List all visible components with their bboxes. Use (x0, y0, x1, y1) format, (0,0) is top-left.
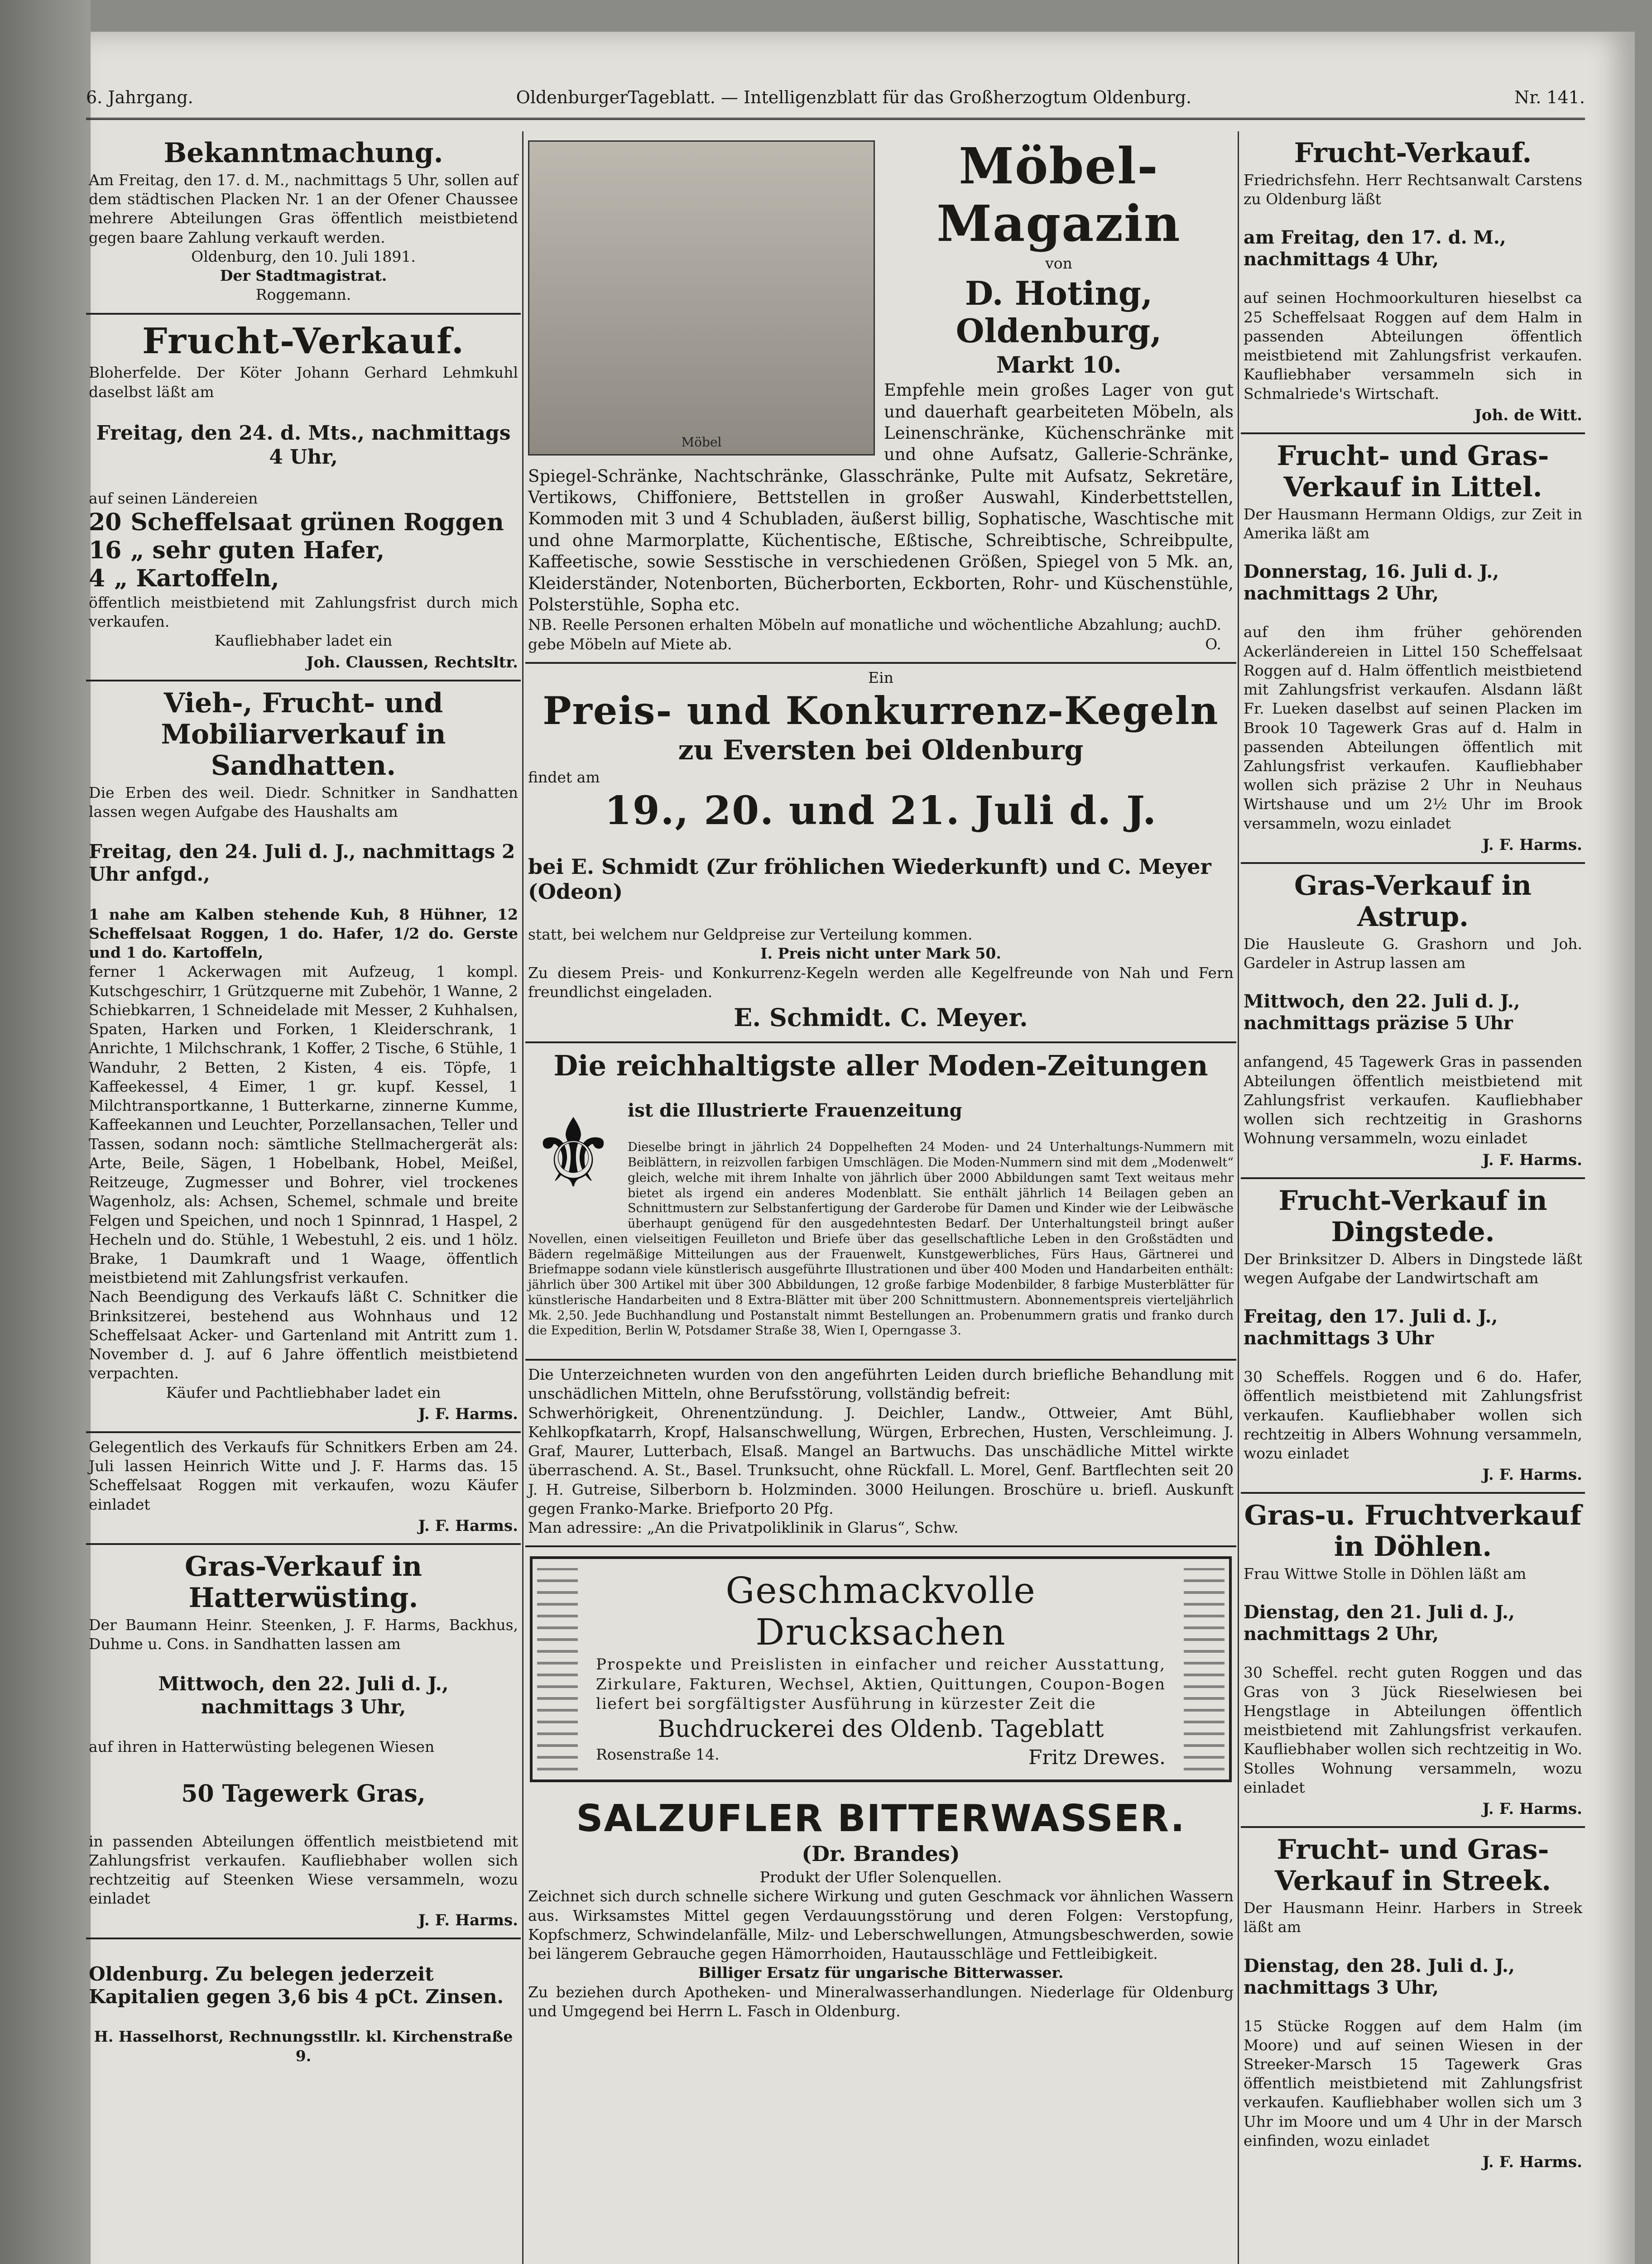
ad-bekanntmachung (86, 131, 521, 315)
ad-body: Oldenburg. Zu belegen jederzeit Kapitalien gegen 3,6 bis 4 pCt. Zinsen. (89, 1962, 504, 2008)
ad-title: Gras-Verkauf in Astrup. (1294, 869, 1532, 933)
ad-address: Man adressire: „An die Privatpoliklinik in Glarus“, Schw. (528, 1519, 959, 1537)
ad-signature: J. F. Harms. (1482, 1800, 1582, 1818)
ad-body: Der Hausmann Heinr. Harbers in Streek läßt am (1244, 1899, 1582, 1936)
ad-initials: D. O. (1205, 616, 1221, 653)
ad-signature: J. F. Harms. (418, 1911, 518, 1929)
ad-signature: Joh. de Witt. (1474, 406, 1582, 424)
ad-place-date: Oldenburg, den 10. Juli 1891. (191, 247, 416, 265)
ad-signature: E. Schmidt. C. Meyer. (734, 1003, 1028, 1032)
ad-body: Zeichnet sich durch schnelle sichere Wirkung und guten Geschmack vor ähnlichen Wassern aus. Wirksamstes Mittel gegen Verdauungsstörung und deren Folgen: Verstopfung, Kopfschmerz, Schwindelanfälle, Milz- und Leberschwellungen, Atmungsbeschwerden, sowie bei längerem Gebrauche gegen Hämorrhoiden, Hautausschläge und Fettleibigkeit. (528, 1887, 1234, 1963)
ad-item (89, 565, 518, 593)
ad-body: Friedrichsfehn. Herr Rechtsanwalt Carstens zu Oldenburg läßt (1244, 171, 1582, 208)
ad-item (89, 508, 518, 537)
ad-signature: J. F. Harms. (418, 1405, 518, 1423)
header-masthead: OldenburgerTageblatt. — Intelligenzblatt für das Großherzogtum Oldenburg. (516, 87, 1192, 107)
ad-date: Freitag, den 24. d. Mts., nachmittags 4 Uhr, (96, 421, 511, 469)
ad-doehlen (1241, 1494, 1585, 1828)
ad-mobiliarverkauf-sandhatten (86, 681, 521, 1433)
ad-body: statt, bei welchem nur Geldpreise zur Verteilung kommen. (528, 926, 973, 944)
ad-friedrichsfehn (1241, 131, 1585, 434)
ad-schnitker-erben (86, 1433, 521, 1545)
ad-item (89, 537, 518, 565)
column-middle (525, 131, 1236, 2029)
ad-signature: J. F. Harms. (418, 1516, 518, 1535)
ad-body: Gelegentlich des Verkaufs für Schnitkers Erben am 24. Juli lassen Heinrich Witte und J. F. Harms das. 15 Scheffelsaat Roggen mit verkaufen, wozu Käufer einladet (89, 1438, 518, 1513)
ad-body: in passenden Abteilungen öffentlich meistbietend mit Zahlungsfrist verkaufen. Kaufliebhaber wollen sich rechtzeitig auf Steenken Wiese versammeln, wozu einladet (89, 1832, 518, 1908)
ad-body: auf ihren in Hatterwüsting belegenen Wiesen (89, 1738, 435, 1756)
ad-grasverkauf-hatterwuesting (86, 1545, 521, 1939)
ad-kegeln (525, 664, 1236, 1043)
ad-lead: ist die Illustrierte Frauenzeitung (628, 1100, 962, 1122)
ad-prize: I. Preis nicht unter Mark 50. (760, 945, 1001, 963)
ad-body: 15 Stücke Roggen auf dem Halm (im Moore) und auf seinen Wiesen in der Streeker-Marsch 15 Tagewerk Gras öffentlich meistbietend mit Zahlungsfrist verkaufen. Kaufliebhaber wollen sich um 3 Uhr im Moore und um 4 Uhr in der Marsch einfinden, wozu einladet (1244, 2017, 1582, 2149)
ad-title: Frucht- und Gras-Verkauf in Littel. (1277, 440, 1549, 503)
ad-date: Mittwoch, den 22. Juli d. J., nachmittags präzise 5 Uhr (1244, 991, 1520, 1034)
ad-date: Dienstag, den 21. Juli d. J., nachmittags 2 Uhr, (1244, 1602, 1515, 1645)
ad-list: 1 nahe am Kalben stehende Kuh, 8 Hühner, 12 Scheffelsaat Roggen, 1 do. Hafer, 1/2 do. Gerste und 1 do. Kartoffeln, (89, 905, 518, 962)
ad-title: Frucht-Verkauf. (1294, 137, 1532, 169)
emblem-icon: ⚜ (530, 1098, 616, 1209)
ad-title: Geschmackvolle Drucksachen (725, 1569, 1036, 1654)
ad-firm: Buchdruckerei des Oldenb. Tageblatt (658, 1715, 1104, 1743)
ad-signature: H. Hasselhorst, Rechnungsstllr. kl. Kirchenstraße 9. (94, 2028, 513, 2065)
ad-title: Vieh-, Frucht- und Mobiliarverkauf in Sandhatten. (161, 687, 446, 782)
ad-signature: J. F. Harms. (1482, 1151, 1582, 1169)
item-text: „ sehr guten Hafer, (130, 537, 385, 565)
ad-dates: 19., 20. und 21. Juli d. J. (604, 787, 1157, 834)
ad-intro: Die Unterzeichneten wurden von den angeführten Leiden durch briefliche Behandlung mit unschädlichen Mitteln, ohne Berufsstörung, vollständig befreit: (528, 1366, 1234, 1403)
ad-date: Dienstag, den 28. Juli d. J., nachmittags 3 Uhr, (1244, 1955, 1515, 1998)
ad-body: auf seinen Hochmoorkulturen hieselbst ca 25 Scheffelsaat Roggen auf dem Halm in passenden Abteilungen öffentlich meistbietend mit Zahlungsfrist verkaufen. Kaufliebhaber versammeln sich in Schmalriede's Wirtschaft. (1244, 289, 1582, 403)
ad-signature: J. F. Harms. (1482, 2153, 1582, 2172)
ad-body: Dieselbe bringt in jährlich 24 Doppelheften 24 Moden- und 24 Unterhaltungs-Nummern mit Beiblättern, in reizvollen farbigen Umschlägen. Die Moden-Nummern sind mit dem „Modenwelt“ gleich, welche mit ihrem Inhalte von jährlich über 2000 Abbildungen samt Text weitaus mehr bietet als irgend ein anderes Modenblatt. Sie enthält jährlich 14 Beilagen geben an Schnittmustern zur Selbstanfertigung der Garderobe für Damen und Kinder wie der Leibwäsche überhaupt genügend für den ausgedehntesten Bedarf. Der Unterhaltungsteil bringt außer Novellen, einen vielseitigen Feuilleton und Briefe über das gesellschaftliche Leben in den Großstädten und Bädern regelmäßige Mitteilungen aus der Frauenwelt, Kunstgewerbliches, Fürs Haus, Gärtnerei und Briefmappe sodann viele künstlerisch ausgeführte Illustrationen und über 400 Moden und Handarbeiten enthält: jährlich über 300 Artikel mit über 300 Abbildungen, 12 große farbige Modenbilder, 8 farbige Musterblätter für künstlerische Handarbeiten und 8 Extra-Blätter mit über 200 Schnittmustern. Abonnementspreis vierteljährlich Mk. 2,50. Jede Buchhandlung und Postanstalt nimmt Bestellungen an. Probenummern gratis und franko durch die Expedition, Berlin W, Potsdamer Straße 38, Wien I, Operngasse 3. (528, 1140, 1234, 1338)
ad-date: Donnerstag, 16. Juli d. J., nachmittags 2 Uhr, (1244, 561, 1499, 604)
ad-privatpoliklinik (525, 1361, 1236, 1547)
ad-body: Frau Wittwe Stolle in Döhlen läßt am (1244, 1565, 1527, 1583)
ad-streek (1241, 1828, 1585, 2179)
ad-title: Preis- und Konkurrenz-Kegeln (543, 688, 1219, 733)
ad-ein: Ein (868, 668, 893, 686)
furniture-illustration: Möbel (528, 140, 875, 456)
ad-body: 30 Scheffels. Roggen und 6 do. Hafer, öffentlich meistbietend mit Zahlungsfrist verkaufen. Kaufliebhaber wollen sich rechtzeitig in Albers Wohnung versammeln, wozu einladet (1244, 1368, 1582, 1462)
ad-von: von (1045, 254, 1072, 272)
ad-body: Der Hausmann Hermann Oldigs, zur Zeit in Amerika läßt am (1244, 505, 1582, 542)
ad-body: ferner 1 Ackerwagen mit Aufzeug, 1 kompl. Kutschgeschirr, 1 Grützquerne mit Zubehör, 1 Wanne, 2 Schiebkarren, 1 Schneidelade mit Messer, 2 Kuhhalsen, Spaten, Harken und Forken, 1 Kleiderschrank, 1 Anrichte, 1 Milchschrank, 1 Koffer, 2 Tische, 6 Stühle, 1 Wanduhr, 2 Betten, 2 Kisten, 4 eis. Töpfe, 1 Kaffeekessel, 4 Eimer, 1 gr. kupf. Kessel, 1 Milchtransportkanne, 1 Butterkarne, zinnerne Kumme, Kaffeekannen und Leuchter, Porzellansachen, Teller und Tassen, sodann noch: sämtliche Stellmachergerät als: Arte, Beile, Sägen, 1 Hobelbank, Hobel, Meißel, Reitzeuge, Zugmesser und Bohrer, viel trockenes Wagenholz, als: Achsen, Schemel, schmale und breite Felgen und Speichen, und noch 1 Spinnrad, 1 Haspel, 2 Hecheln und do. Stühle, 1 Webestuhl, 2 eis. und 1 hölz. Brake, 1 Daumkraft und 1 Waage, öffentlich meistbietend mit Zahlungsfrist verkaufen. (89, 963, 518, 1287)
ad-body: Nach Beendigung des Verkaufs läßt C. Schnitker die Brinksitzerei, bestehend aus Wohnhaus und 12 Scheffelsaat Acker- und Gartenland mit Antritt zum 1. November d. J. auf 6 Jahre öffentlich meistbietend verpachten. (89, 1288, 518, 1382)
ad-littel (1241, 434, 1585, 864)
ad-body: auf seinen Ländereien (89, 489, 258, 508)
ad-body: öffentlich meistbietend mit Zahlungsfrist durch mich verkaufen. (89, 593, 518, 631)
ad-title: Frucht- und Gras-Verkauf in Streek. (1274, 1834, 1551, 1897)
ad-date: Freitag, den 24. Juli d. J., nachmittags 2 Uhr anfgd., (89, 840, 515, 886)
ad-title: Frucht-Verkauf in Dingstede. (1278, 1185, 1547, 1248)
ad-drucksachen (530, 1556, 1232, 1782)
ad-body: Zu diesem Preis- und Konkurrenz-Kegeln werden alle Kegelfreunde von Nah und Fern freundlichst eingeladen. (528, 964, 1234, 1001)
ad-highlight: 50 Tagewerk Gras, (181, 1780, 426, 1808)
ad-venues: bei E. Schmidt (Zur fröhlichen Wiederkunft) und C. Meyer (Odeon) (528, 854, 1211, 904)
item-text: „ Kartoffeln, (114, 565, 279, 593)
ad-astrup (1241, 864, 1585, 1179)
column-rule (1238, 131, 1239, 2264)
ornament-border (537, 1568, 578, 1770)
ad-street: Rosenstraße 14. (596, 1745, 720, 1763)
ad-signature: J. F. Harms. (1482, 1466, 1582, 1484)
ad-body: Käufer und Pachtliebhaber ladet ein (166, 1383, 441, 1401)
ad-date: am Freitag, den 17. d. M., nachmittags 4 Uhr, (1244, 227, 1506, 270)
ad-body: anfangend, 45 Tagewerk Gras in passenden Abteilungen öffentlich meistbietend mit Zahlungsfrist verkaufen. Kaufliebhaber wollen sich rechtzeitig in Grashorns Wohnung versammeln, wozu einladet (1244, 1053, 1582, 1147)
ad-dingstede (1241, 1179, 1585, 1494)
header-volume: 6. Jahrgang. (86, 87, 193, 107)
ad-body: auf den ihm früher gehörenden Ackerländereien in Littel 150 Scheffelsaat Roggen auf d. Halm öffentlich meistbietend mit Zahlungsfrist verkaufen. Alsdann läßt Fr. Lueken daselbst auf seinen Placken im Brook 10 Tagewerk Gras auf d. Halm in passenden Abteilungen öffentlich mit Zahlungsfrist verkaufen. Kaufliebhaber wollen sich präzise 2 Uhr in Neuhaus Wirtshause und um 2½ Uhr im Brook versammeln, wozu einladet (1244, 623, 1582, 832)
header-number: Nr. 141. (1514, 87, 1585, 107)
ad-moebel-magazin (525, 131, 1236, 664)
ad-title: Frucht-Verkauf. (142, 320, 465, 362)
item-text: Scheffelsaat grünen Roggen (130, 508, 504, 536)
ad-title: Die reichhaltigste aller Moden-Zeitungen (553, 1049, 1208, 1083)
ad-date: Mittwoch, den 22. Juli d. J., nachmittags 3 Uhr, (158, 1673, 449, 1718)
ad-body: Der Brinksitzer D. Albers in Dingstede läßt wegen Aufgabe der Landwirtschaft am (1244, 1250, 1582, 1287)
ad-firm: D. Hoting, Oldenburg, (956, 274, 1162, 350)
column-right (1241, 131, 1585, 2179)
ad-moden-zeitung (525, 1043, 1236, 1361)
ad-body: Am Freitag, den 17. d. M., nachmittags 5 Uhr, sollen auf dem städtischen Placken Nr. 1 an der Ofener Chaussee mehrere Abteilungen Gras öffentlich meistbietend gegen baare Zahlung verkauft werden. (89, 171, 518, 246)
column-left (86, 131, 521, 2074)
ad-signature: Der Stadtmagistrat. (220, 267, 387, 285)
ad-fruchtverkauf-bloherfelde (86, 315, 521, 681)
ornament-border (1184, 1568, 1225, 1770)
book-gutter (0, 0, 91, 2264)
ad-body: Die Hausleute G. Grashorn und Joh. Gardeler in Astrup lassen am (1244, 935, 1582, 972)
ad-note: NB. Reelle Personen erhalten Möbeln auf monatliche und wöchentliche Abzahlung; auch gebe Möbeln auf Miete ab. (528, 616, 1205, 653)
ad-subtitle: zu Eversten bei Oldenburg (678, 734, 1084, 766)
ad-bitterwasser (525, 1791, 1236, 2029)
ad-body: findet am (528, 768, 600, 786)
ad-title: Möbel-Magazin (936, 137, 1181, 253)
ad-body: Empfehle mein großes Lager von gut und dauerhaft gearbeiteten Möbeln, als Leinenschränke, Küchenschränke mit und ohne Aufsatz, Gallerie-Schränke, Spiegel-Schränke, Nachtschränke, Glasschränke, Pulte mit Aufsatz, Sekretäre, Vertikows, Chiffoniere, Bettstellen in großer Auswahl, Kinderbettstellen, Kommoden mit 3 und 4 Schubladen, äußerst billig, Sophatische, Waschtische mit und ohne Marmorplatte, Küchentische, Eßtische, Schreibtische, Schreibpulte, Kaffeetische, sowie Sesstische in verschiedenen Größen, Spiegel von 5 Mk. an, Kleiderständer, Notenborten, Bücherborten, Eckborten, Rohr- und Küschenstühle, Polsterstühle, Sopha etc. (528, 380, 1234, 614)
ad-body: Der Baumann Heinr. Steenken, J. F. Harms, Backhus, Duhme u. Cons. in Sandhatten lassen am (89, 1616, 518, 1653)
ad-body: Bloherfelde. Der Köter Johann Gerhard Lehmkuhl daselbst läßt am (89, 364, 518, 401)
ad-body: Prospekte und Preislisten in einfacher und reicher Ausstattung, Zirkulare, Fakturen, Wechsel, Aktien, Quittungen, Coupon-Bogen liefert bei sorgfältigster Ausführung in kürzester Zeit die (596, 1655, 1166, 1713)
ad-subtitle: (Dr. Brandes) (802, 1842, 960, 1866)
ad-body: 30 Scheffel. recht guten Roggen und das Gras von 3 Jück Rieselwiesen bei Hengstlage in Abteilungen öffentlich meistbietend mit Zahlungsfrist verkaufen. Kaufliebhaber wollen sich rechtzeitig in Wo. Stolles Wohnung versammeln, wozu einladet (1244, 1664, 1582, 1796)
ad-address: Markt 10. (996, 351, 1122, 378)
ad-title: Gras-u. Fruchtverkauf in Döhlen. (1244, 1500, 1582, 1563)
ad-title: Gras-Verkauf in Hatterwüsting. (184, 1550, 423, 1614)
ad-body: Die Erben des weil. Diedr. Schnitker in Sandhatten lassen wegen Aufgabe des Haushalts am (89, 783, 518, 820)
ad-body: Zu beziehen durch Apotheken- und Mineralwasserhandlungen. Niederlage für Oldenburg und Umgegend bei Herrn L. Fasch in Oldenburg. (528, 1983, 1234, 2020)
item-qty: 16 (89, 537, 122, 565)
page-header (86, 77, 1585, 120)
ad-body: Kaufliebhaber ladet ein (214, 632, 393, 650)
ad-owner: Fritz Drewes. (1028, 1746, 1166, 1769)
ad-title: SALZUFLER BITTERWASSER. (576, 1797, 1186, 1840)
ad-title: Bekanntmachung. (163, 137, 443, 169)
column-rule (522, 131, 523, 2264)
item-qty: 4 (89, 565, 106, 593)
ad-date: Freitag, den 17. Juli d. J., nachmittags 3 Uhr (1244, 1306, 1498, 1349)
ad-subtitle2: Produkt der Ufler Solenquellen. (759, 1868, 1002, 1886)
ad-kapitalien (86, 1939, 521, 2074)
ad-bold: Billiger Ersatz für ungarische Bitterwasser. (698, 1964, 1064, 1982)
ad-body: Schwerhörigkeit, Ohrenentzündung. J. Deichler, Landw., Ottweier, Amt Bühl, Kehlkopfkatarrh, Kropf, Halsanschwellung, Würgen, Erbrechen, Husten, Verschleimung. J. Graf, Maurer, Lutterbach, Elsaß. Mangel an Bartwuchs. Das unschädliche Mittel wirkte überraschend. A. St., Basel. Trunksucht, ohne Rückfall. L. Morel, Genf. Bartflechten seit 20 J. H. Gutreise, Silberborn b. Holzminden. 3000 Heilungen. Broschüre u. briefl. Auskunft gegen Franko-Marke. Briefporto 20 Pfg. (528, 1404, 1234, 1517)
ad-signature: J. F. Harms. (1482, 835, 1582, 854)
ad-signature: Joh. Claussen, Rechtsltr. (306, 653, 518, 672)
ad-signature-name: Roggemann. (255, 286, 351, 304)
item-qty: 20 (89, 508, 122, 536)
